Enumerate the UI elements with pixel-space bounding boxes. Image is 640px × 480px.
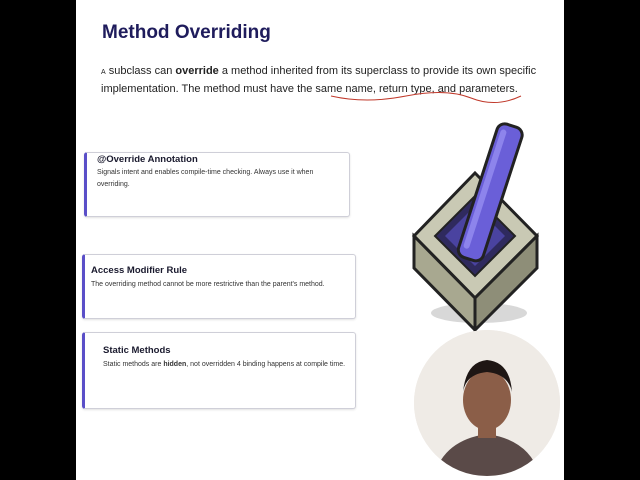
person-silhouette [414,330,560,476]
intro-part2: a method inherited from its superclass to provide its own specific implementation. The method must have the same name, return type, and parameters. [101,65,537,95]
card-title: @Override Annotation [97,154,198,165]
page-title: Method Overriding [102,22,271,43]
card-title: Access Modifier Rule [91,265,188,276]
intro-part1: subclass can [105,65,176,77]
presenter-webcam [414,330,560,476]
card-text [103,359,347,371]
intro-bold: override [175,65,219,77]
red-underline-annotation [76,0,564,120]
card-text: Signals intent and enables compile-time checking. Always use it when overriding. [97,169,314,188]
card-text-pre: Static methods are [103,361,164,368]
card-title: Static Methods [103,345,171,356]
card-text-bold: hidden [163,361,187,368]
card-text-post: , not overridden 4 binding happens at compile time. [186,361,346,368]
card-text: The overriding method cannot be more restrictive than the parent's method. [91,281,325,288]
card-override-annotation [84,152,350,217]
intro-lead: A [101,69,106,76]
card-static-methods [82,332,356,409]
card-access-modifier [82,254,356,319]
joystick-icon [409,118,539,338]
